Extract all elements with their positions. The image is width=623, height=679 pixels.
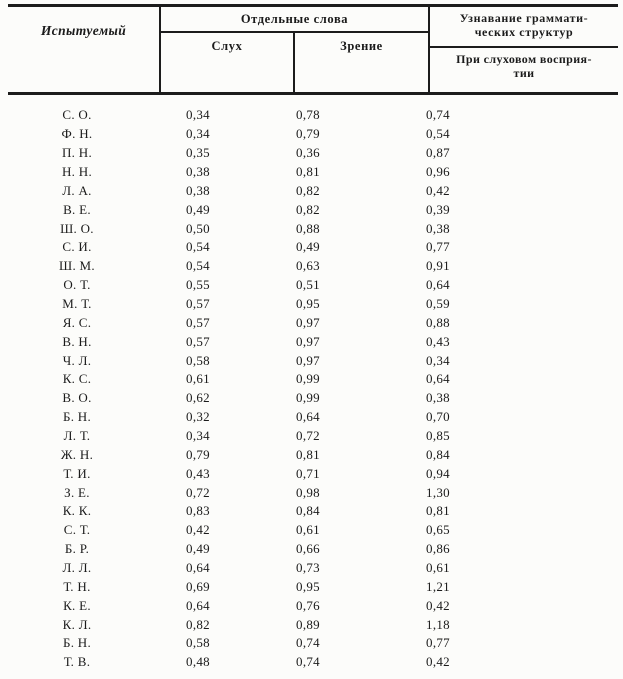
vision-score: 0,81 [296, 164, 320, 179]
vision-score: 0,82 [296, 182, 320, 198]
subject-initials: Л. А. [62, 182, 92, 198]
subject-initials: М. Т. [62, 296, 92, 312]
column-header-vision: Зрение [340, 39, 383, 53]
hearing-score: 0,83 [186, 503, 210, 519]
hearing-score: 0,42 [186, 522, 210, 538]
vision-score: 0,36 [296, 145, 320, 161]
column-header-subject: Испытуемый [8, 7, 161, 92]
table-row [8, 219, 618, 238]
vision-score: 0,81 [296, 446, 320, 462]
grammar-score: 1,21 [426, 578, 450, 594]
grammar-score: 0,61 [426, 560, 450, 576]
grammar-score: 0,43 [426, 333, 450, 349]
auditory-header-line2: тии [513, 66, 535, 80]
subject-initials: Н. Н. [61, 164, 93, 179]
vision-score: 0,89 [296, 616, 320, 632]
grammar-score: 0,42 [426, 182, 450, 198]
table-row [8, 427, 618, 446]
grammar-score: 0,65 [426, 522, 450, 538]
table-row [8, 200, 618, 219]
hearing-score: 0,57 [186, 314, 210, 330]
table-row [8, 596, 618, 615]
hearing-score: 0,54 [186, 258, 210, 274]
column-header-auditory-perception [430, 48, 618, 92]
table-row [8, 540, 618, 559]
subject-initials: Л. Л. [62, 560, 92, 576]
table-body [8, 106, 618, 672]
subject-initials: С. Т. [63, 522, 91, 538]
subject-initials: З. Е. [64, 484, 90, 500]
grammar-score: 0,74 [426, 107, 450, 123]
subject-initials: Т. В. [63, 654, 91, 670]
hearing-score: 0,38 [186, 164, 210, 179]
hearing-score: 0,49 [186, 541, 210, 557]
vision-score: 0,95 [296, 578, 320, 594]
hearing-score: 0,72 [186, 484, 210, 500]
vision-score: 0,74 [296, 635, 320, 651]
vision-score: 0,61 [296, 522, 320, 538]
grammar-score: 0,38 [426, 220, 450, 236]
subject-initials: Ш. М. [59, 258, 95, 274]
subject-initials: О. Т. [63, 277, 91, 293]
table-row [8, 106, 618, 125]
hearing-score: 0,38 [186, 182, 210, 198]
grammar-score: 0,87 [426, 145, 450, 161]
hearing-score: 0,58 [186, 352, 210, 368]
table-row [8, 634, 618, 653]
column-group-grammar-recognition [430, 7, 618, 92]
table-row [8, 295, 618, 314]
grammar-score: 0,34 [426, 352, 450, 368]
vision-score: 0,84 [296, 503, 320, 519]
hearing-score: 0,34 [186, 428, 210, 444]
grammar-score: 0,77 [426, 239, 450, 255]
vision-score: 0,79 [296, 126, 320, 142]
vision-score: 0,95 [296, 296, 320, 312]
table-row [8, 653, 618, 672]
subject-initials: Т. И. [63, 465, 91, 481]
subject-initials: В. Н. [62, 333, 92, 349]
hearing-score: 0,57 [186, 296, 210, 312]
subject-initials: Б. Н. [62, 409, 92, 425]
group-header-individual-words: Отдельные слова [161, 7, 428, 33]
hearing-score: 0,43 [186, 465, 210, 481]
vision-score: 0,97 [296, 333, 320, 349]
subject-initials: Т. Н. [63, 578, 91, 594]
table-row [8, 521, 618, 540]
subject-initials: Ш. О. [60, 220, 94, 236]
auditory-header-line1: При слуховом восприя- [456, 52, 592, 66]
table-row [8, 502, 618, 521]
table-row [8, 445, 618, 464]
hearing-score: 0,35 [186, 145, 210, 161]
vision-score: 0,78 [296, 107, 320, 123]
grammar-score: 0,54 [426, 126, 450, 142]
grammar-score: 0,85 [426, 428, 450, 444]
table-row [8, 313, 618, 332]
vision-score: 0,64 [296, 409, 320, 425]
table-row [8, 408, 618, 427]
grammar-score: 0,39 [426, 201, 450, 217]
table-row [8, 464, 618, 483]
grammar-score: 0,38 [426, 390, 450, 406]
subject-initials: П. Н. [61, 145, 93, 161]
subject-initials: Я. С. [62, 314, 92, 330]
group-header-grammar-structures [430, 7, 618, 48]
subject-initials: Ф. Н. [61, 126, 93, 142]
table-row [8, 483, 618, 502]
grammar-score: 0,88 [426, 314, 450, 330]
grammar-score: 0,70 [426, 409, 450, 425]
subject-initials: К. Е. [63, 597, 91, 613]
table-row [8, 332, 618, 351]
subject-initials: С. О. [62, 107, 92, 123]
table-row [8, 389, 618, 408]
grammar-score: 0,91 [426, 258, 450, 274]
vision-score: 0,82 [296, 201, 320, 217]
table-row [8, 144, 618, 163]
grammar-header-line2: ческих структур [474, 25, 574, 39]
subject-initials: Ж. Н. [60, 446, 94, 462]
hearing-score: 0,82 [186, 616, 210, 632]
vision-score: 0,99 [296, 371, 320, 387]
vision-score: 0,72 [296, 428, 320, 444]
table-header [8, 4, 618, 95]
subject-initials: Л. Т. [63, 428, 91, 444]
grammar-score: 0,42 [426, 597, 450, 613]
table-row [8, 370, 618, 389]
table-row [8, 238, 618, 257]
vision-score: 0,98 [296, 484, 320, 500]
vision-score: 0,76 [296, 597, 320, 613]
table-row [8, 125, 618, 144]
table-row [8, 615, 618, 634]
column-header-hearing: Слух [161, 33, 295, 92]
hearing-score: 0,34 [186, 107, 210, 123]
subject-initials: С. И. [62, 239, 92, 255]
vision-score: 0,99 [296, 390, 320, 406]
column-group-individual-words [161, 7, 430, 92]
vision-score: 0,51 [296, 277, 320, 293]
hearing-score: 0,50 [186, 220, 210, 236]
hearing-score: 0,49 [186, 201, 210, 217]
grammar-score: 0,42 [426, 654, 450, 670]
subject-initials: В. О. [62, 390, 92, 406]
subject-initials: Б. Н. [62, 635, 92, 651]
subject-initials: К. С. [62, 371, 92, 387]
vision-score: 0,74 [296, 654, 320, 670]
vision-score: 0,63 [296, 258, 320, 274]
table-row [8, 181, 618, 200]
hearing-score: 0,57 [186, 333, 210, 349]
grammar-score: 0,64 [426, 277, 450, 293]
grammar-score: 0,94 [426, 465, 450, 481]
subcolumn-row [161, 33, 428, 92]
hearing-score: 0,79 [186, 446, 210, 462]
vision-score: 0,71 [296, 465, 320, 481]
vision-score: 0,73 [296, 560, 320, 576]
hearing-score: 0,61 [186, 371, 210, 387]
grammar-score: 0,59 [426, 296, 450, 312]
hearing-score: 0,54 [186, 239, 210, 255]
hearing-score: 0,48 [186, 654, 210, 670]
subject-initials: В. Е. [63, 201, 91, 217]
table-row [8, 559, 618, 578]
vision-score: 0,97 [296, 352, 320, 368]
vision-score: 0,97 [296, 314, 320, 330]
hearing-score: 0,62 [186, 390, 210, 406]
table-row [8, 351, 618, 370]
table-row [8, 577, 618, 596]
grammar-score: 0,64 [426, 371, 450, 387]
grammar-header-line1: Узнавание граммати- [459, 11, 589, 25]
vision-score: 0,49 [296, 239, 320, 255]
hearing-score: 0,58 [186, 635, 210, 651]
hearing-score: 0,32 [186, 409, 210, 425]
table-row [8, 163, 618, 182]
hearing-score: 0,55 [186, 277, 210, 293]
table-row [8, 276, 618, 295]
grammar-score: 0,77 [426, 635, 450, 651]
subject-initials: К. К. [62, 503, 92, 519]
hearing-score: 0,69 [186, 578, 210, 594]
results-table [8, 4, 618, 672]
grammar-score: 1,18 [426, 616, 450, 632]
grammar-score: 0,81 [426, 503, 450, 519]
hearing-score: 0,64 [186, 597, 210, 613]
vision-score: 0,66 [296, 541, 320, 557]
hearing-score: 0,34 [186, 126, 210, 142]
subject-initials: Б. Р. [64, 541, 90, 557]
grammar-score: 0,86 [426, 541, 450, 557]
grammar-score: 0,84 [426, 446, 450, 462]
table-row [8, 257, 618, 276]
grammar-score: 1,30 [426, 484, 450, 500]
vision-score: 0,88 [296, 220, 320, 236]
subject-initials: К. Л. [62, 616, 92, 632]
subject-initials: Ч. Л. [62, 352, 92, 368]
hearing-score: 0,64 [186, 560, 210, 576]
grammar-score: 0,96 [426, 164, 450, 179]
